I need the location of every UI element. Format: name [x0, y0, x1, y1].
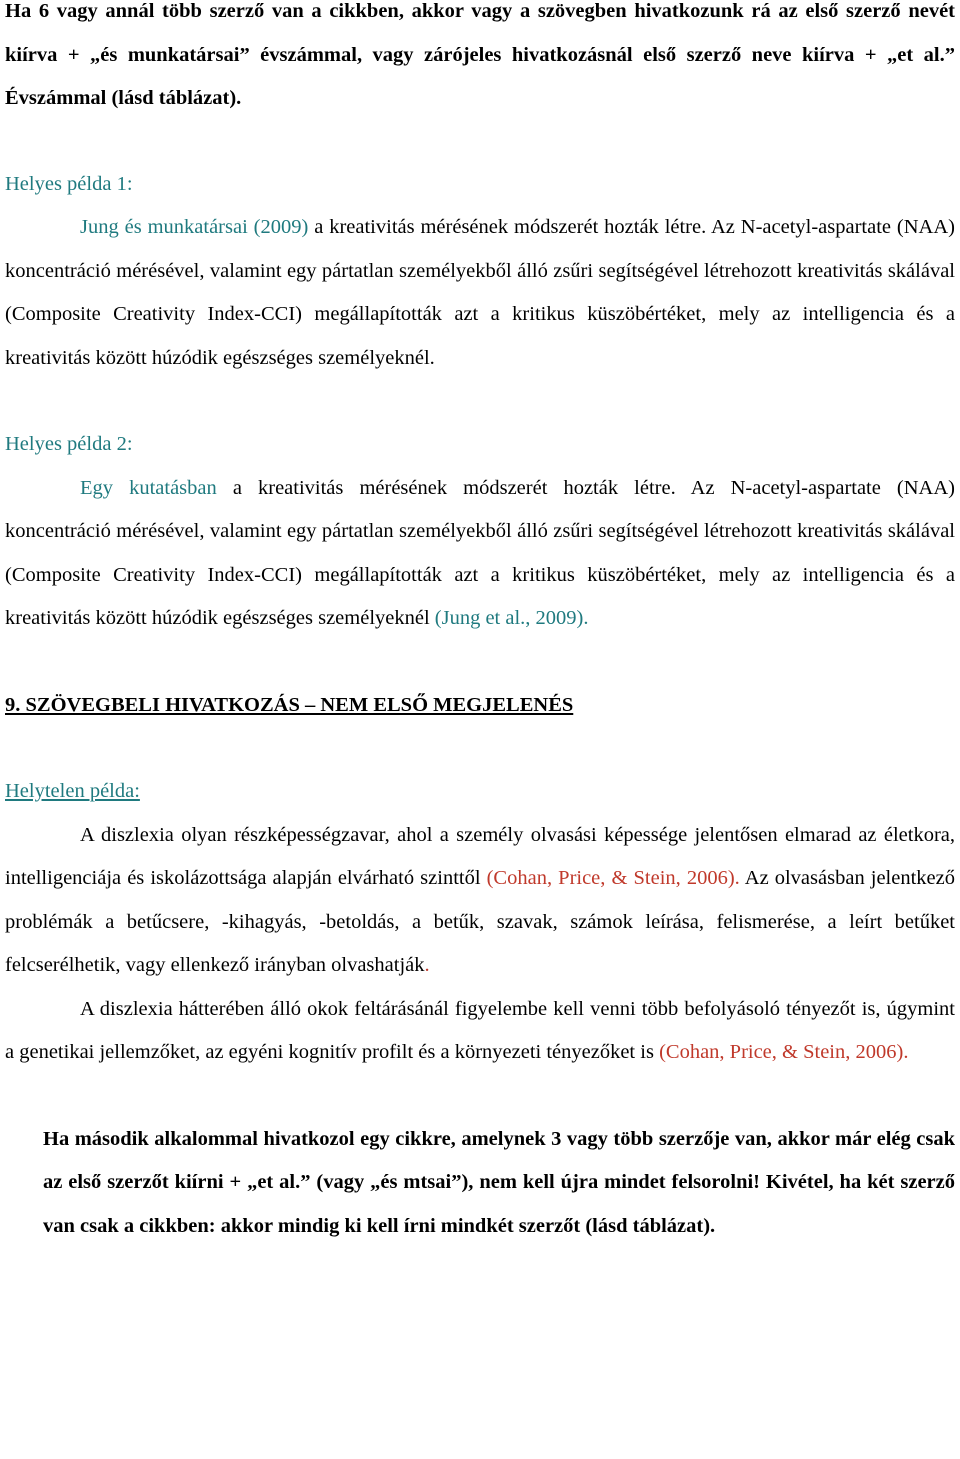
bad-example-paragraph-1	[5, 814, 955, 988]
example2-text: a kreativitás mérésének módszerét hozták létre. Az N-acetyl-aspartate (NAA) koncentráció mérésével, valamint egy pártatlan személyekből álló zsűri segítségével létrehozott kreativitás skálával (Composite Creativity Index-CCI) megállapították azt a kritikus küszöbértéket, mely az intelligencia és a kreativitás között húzódik egészséges személyeknél	[5, 476, 955, 629]
spacer	[5, 641, 955, 684]
spacer	[5, 727, 955, 770]
rule-paragraph: Ha második alkalommal hivatkozol egy cikkre, amelynek 3 vagy több szerzője van, akkor már elég csak az első szerzőt kiírni + „et al.” (vagy „és mtsai”), nem kell újra mindet felsorolni! Kivétel, ha két szerző van csak a cikkben: akkor mindig ki kell írni mindkét szerzőt (lásd táblázat).	[43, 1127, 955, 1237]
bad-example-p2-text: A diszlexia hátterében álló okok feltárásánál figyelembe kell venni több befolyásoló tényezőt is, úgymint a genetikai jellemzőket, az egyéni kognitív profilt és a környezeti tényezőket is	[5, 997, 955, 1063]
example1-paragraph	[5, 206, 955, 380]
intro-paragraph: Ha 6 vagy annál több szerző van a cikkben, akkor vagy a szövegben hivatkozunk rá az első szerző nevét kiírva + „és munkatársai” évszámmal, vagy zárójeles hivatkozásnál első szerző neve kiírva + „et al.” Évszámmal (lásd táblázat).	[5, 0, 955, 109]
bad-example-p2-citation: (Cohan, Price, & Stein, 2006).	[659, 1041, 909, 1063]
bad-example-p1-citation: (Cohan, Price, & Stein, 2006).	[486, 867, 740, 889]
example2-paragraph	[5, 467, 955, 641]
example1-label: Helyes példa 1:	[5, 172, 133, 195]
spacer	[5, 380, 955, 423]
bad-example-paragraph-2	[5, 988, 955, 1075]
bad-example-p1-text2: Az olvasásban jelentkező problémák a betűcsere, -kihagyás, -betoldás, a betűk, szavak, számok leírása, felismerése, a leírt betűket felcserélhetik, vagy ellenkező irányban olvashatják	[5, 867, 955, 976]
example1-highlight: Jung és munkatársai (2009)	[80, 216, 309, 238]
section-heading: 9. SZÖVEGBELI HIVATKOZÁS – NEM ELSŐ MEGJELENÉS	[5, 693, 574, 716]
bad-example-p1-end: .	[424, 954, 430, 976]
bad-example-p1-text: A diszlexia olyan részképességzavar, ahol a személy olvasási képessége jelentősen elmarad az életkora, intelligenciája és iskolázottsága alapján elvárható szinttől	[5, 823, 955, 889]
example1-text: a kreativitás mérésének módszerét hozták létre. Az N-acetyl-aspartate (NAA) koncentráció mérésével, valamint egy pártatlan személyekből álló zsűri segítségével létrehozott kreativitás skálával (Composite Creativity Index-CCI) megállapították azt a kritikus küszöbértéket, mely az intelligencia és a kreativitás között húzódik egészséges személyeknél.	[5, 216, 955, 369]
bad-example-label: Helytelen példa:	[5, 780, 140, 802]
spacer	[5, 121, 955, 163]
example2-highlight: Egy kutatásban	[80, 476, 217, 499]
example2-citation: (Jung et al., 2009).	[434, 607, 589, 629]
spacer	[5, 1075, 955, 1118]
example2-label: Helyes példa 2:	[5, 433, 133, 455]
